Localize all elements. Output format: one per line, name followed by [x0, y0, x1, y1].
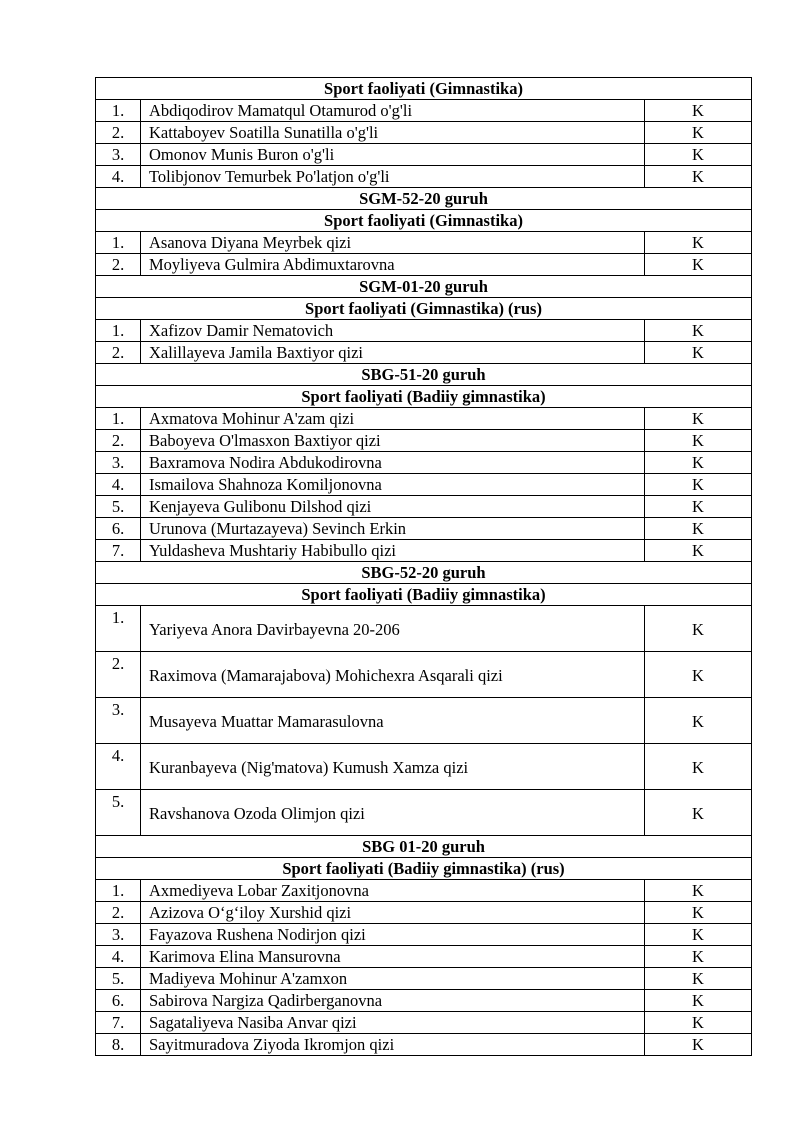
row-number: 6.: [96, 990, 141, 1012]
row-number: 3.: [96, 144, 141, 166]
student-row: [96, 100, 752, 122]
section-title-row: [96, 298, 752, 320]
student-name: Yariyeva Anora Davirbayevna 20-206: [141, 606, 645, 652]
row-number: 1.: [96, 232, 141, 254]
group-header-row: [96, 562, 752, 584]
student-row: [96, 144, 752, 166]
student-name: Axmediyeva Lobar Zaxitjonovna: [141, 880, 645, 902]
grade-mark: K: [645, 496, 752, 518]
grade-mark: K: [645, 924, 752, 946]
row-number: 4.: [96, 474, 141, 496]
grade-mark: K: [645, 474, 752, 496]
section-title-row: [96, 386, 752, 408]
row-number: 3.: [96, 698, 141, 744]
row-number: 7.: [96, 1012, 141, 1034]
row-number: 2.: [96, 122, 141, 144]
student-row: [96, 320, 752, 342]
section-title: Sport faoliyati (Badiiy gimnastika) (rus): [96, 858, 752, 880]
section-title-row: [96, 858, 752, 880]
student-name: Raximova (Mamarajabova) Mohichexra Asqarali qizi: [141, 652, 645, 698]
student-row: [96, 744, 752, 790]
grade-mark: K: [645, 254, 752, 276]
student-row: [96, 166, 752, 188]
row-number: 1.: [96, 606, 141, 652]
row-number: 5.: [96, 968, 141, 990]
row-number: 2.: [96, 254, 141, 276]
section-title-row: [96, 78, 752, 100]
section-title: Sport faoliyati (Gimnastika) (rus): [96, 298, 752, 320]
row-number: 2.: [96, 902, 141, 924]
section-title: Sport faoliyati (Gimnastika): [96, 210, 752, 232]
grade-mark: K: [645, 1034, 752, 1056]
grade-mark: K: [645, 744, 752, 790]
grade-mark: K: [645, 790, 752, 836]
student-name: Fayazova Rushena Nodirjon qizi: [141, 924, 645, 946]
grade-mark: K: [645, 122, 752, 144]
student-name: Xalillayeva Jamila Baxtiyor qizi: [141, 342, 645, 364]
student-name: Asanova Diyana Meyrbek qizi: [141, 232, 645, 254]
grade-mark: K: [645, 320, 752, 342]
student-name: Madiyeva Mohinur A'zamxon: [141, 968, 645, 990]
grade-mark: K: [645, 408, 752, 430]
student-row: [96, 1012, 752, 1034]
group-name: SBG-51-20 guruh: [96, 364, 752, 386]
grade-mark: K: [645, 606, 752, 652]
student-name: Ravshanova Ozoda Olimjon qizi: [141, 790, 645, 836]
row-number: 5.: [96, 496, 141, 518]
group-header-row: [96, 276, 752, 298]
student-row: [96, 902, 752, 924]
row-number: 3.: [96, 452, 141, 474]
student-name: Ismailova Shahnoza Komiljonovna: [141, 474, 645, 496]
student-name: Tolibjonov Temurbek Po'latjon o'g'li: [141, 166, 645, 188]
student-row: [96, 606, 752, 652]
student-row: [96, 342, 752, 364]
student-name: Kuranbayeva (Nig'matova) Kumush Xamza qizi: [141, 744, 645, 790]
grade-mark: K: [645, 990, 752, 1012]
row-number: 6.: [96, 518, 141, 540]
student-row: [96, 518, 752, 540]
grade-mark: K: [645, 518, 752, 540]
row-number: 4.: [96, 166, 141, 188]
student-name: Azizova O‘g‘iloy Xurshid qizi: [141, 902, 645, 924]
row-number: 3.: [96, 924, 141, 946]
group-header-row: [96, 836, 752, 858]
grade-table: [95, 77, 752, 1056]
row-number: 4.: [96, 946, 141, 968]
grade-mark: K: [645, 1012, 752, 1034]
student-name: Yuldasheva Mushtariy Habibullo qizi: [141, 540, 645, 562]
student-name: Sabirova Nargiza Qadirberganovna: [141, 990, 645, 1012]
row-number: 7.: [96, 540, 141, 562]
grade-mark: K: [645, 100, 752, 122]
student-row: [96, 232, 752, 254]
student-row: [96, 408, 752, 430]
student-row: [96, 698, 752, 744]
grade-mark: K: [645, 902, 752, 924]
student-name: Kattaboyev Soatilla Sunatilla o'g'li: [141, 122, 645, 144]
student-name: Moyliyeva Gulmira Abdimuxtarovna: [141, 254, 645, 276]
group-name: SGM-01-20 guruh: [96, 276, 752, 298]
group-name: SBG-52-20 guruh: [96, 562, 752, 584]
student-row: [96, 652, 752, 698]
student-name: Baxramova Nodira Abdukodirovna: [141, 452, 645, 474]
group-name: SGM-52-20 guruh: [96, 188, 752, 210]
student-name: Sayitmuradova Ziyoda Ikromjon qizi: [141, 1034, 645, 1056]
student-row: [96, 474, 752, 496]
row-number: 8.: [96, 1034, 141, 1056]
student-row: [96, 254, 752, 276]
section-title-row: [96, 210, 752, 232]
student-name: Omonov Munis Buron o'g'li: [141, 144, 645, 166]
grade-mark: K: [645, 430, 752, 452]
student-row: [96, 430, 752, 452]
row-number: 2.: [96, 342, 141, 364]
student-name: Axmatova Mohinur A'zam qizi: [141, 408, 645, 430]
student-name: Xafizov Damir Nematovich: [141, 320, 645, 342]
row-number: 5.: [96, 790, 141, 836]
section-title: Sport faoliyati (Badiiy gimnastika): [96, 386, 752, 408]
student-row: [96, 540, 752, 562]
student-name: Sagataliyeva Nasiba Anvar qizi: [141, 1012, 645, 1034]
section-title-row: [96, 584, 752, 606]
grade-mark: K: [645, 698, 752, 744]
grade-mark: K: [645, 652, 752, 698]
student-name: Abdiqodirov Mamatqul Otamurod o'g'li: [141, 100, 645, 122]
student-name: Karimova Elina Mansurovna: [141, 946, 645, 968]
student-row: [96, 452, 752, 474]
student-row: [96, 880, 752, 902]
grade-mark: K: [645, 540, 752, 562]
grade-mark: K: [645, 946, 752, 968]
group-header-row: [96, 188, 752, 210]
row-number: 1.: [96, 100, 141, 122]
student-row: [96, 1034, 752, 1056]
grade-mark: K: [645, 166, 752, 188]
row-number: 1.: [96, 408, 141, 430]
student-name: Musayeva Muattar Mamarasulovna: [141, 698, 645, 744]
student-name: Kenjayeva Gulibonu Dilshod qizi: [141, 496, 645, 518]
student-row: [96, 990, 752, 1012]
row-number: 4.: [96, 744, 141, 790]
student-row: [96, 496, 752, 518]
group-header-row: [96, 364, 752, 386]
student-row: [96, 122, 752, 144]
grade-mark: K: [645, 342, 752, 364]
grade-mark: K: [645, 880, 752, 902]
grade-mark: K: [645, 232, 752, 254]
section-title: Sport faoliyati (Badiiy gimnastika): [96, 584, 752, 606]
grade-mark: K: [645, 452, 752, 474]
group-name: SBG 01-20 guruh: [96, 836, 752, 858]
row-number: 1.: [96, 320, 141, 342]
student-row: [96, 790, 752, 836]
grade-mark: K: [645, 968, 752, 990]
student-row: [96, 924, 752, 946]
row-number: 2.: [96, 430, 141, 452]
row-number: 2.: [96, 652, 141, 698]
student-name: Urunova (Murtazayeva) Sevinch Erkin: [141, 518, 645, 540]
row-number: 1.: [96, 880, 141, 902]
student-name: Baboyeva O'lmasxon Baxtiyor qizi: [141, 430, 645, 452]
section-title: Sport faoliyati (Gimnastika): [96, 78, 752, 100]
grade-mark: K: [645, 144, 752, 166]
student-row: [96, 946, 752, 968]
student-row: [96, 968, 752, 990]
